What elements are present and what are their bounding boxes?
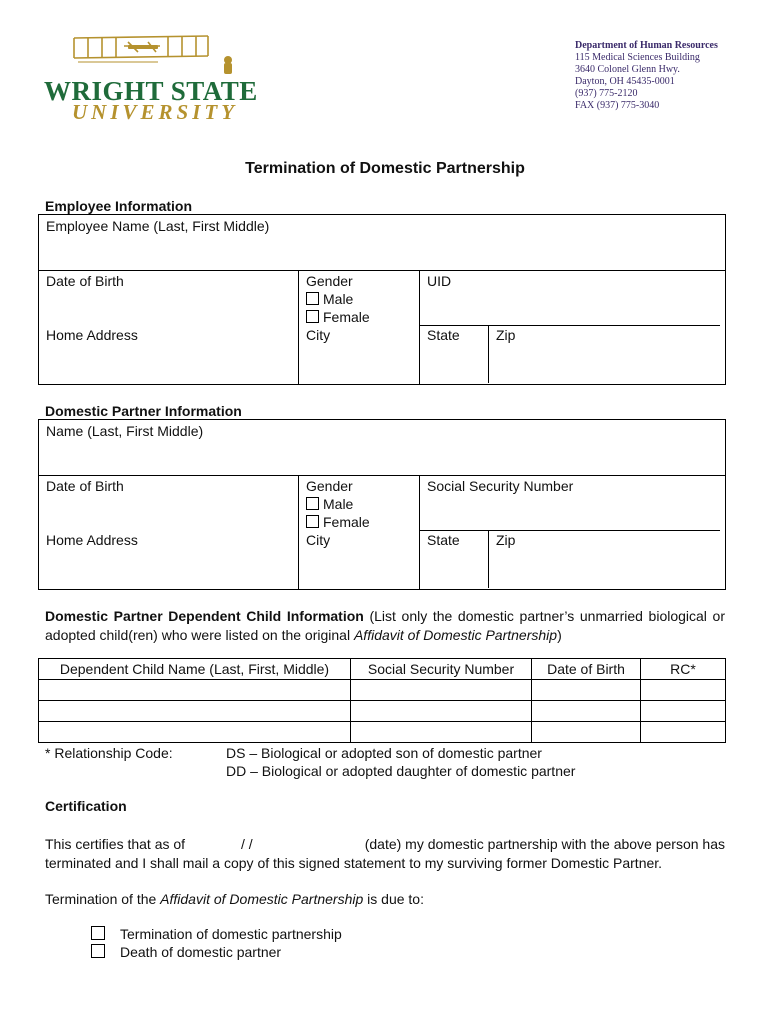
termination-reason-prompt [45,891,424,907]
termination-checkbox[interactable] [91,926,105,940]
partner-dob-label: Date of Birth [46,478,124,494]
logo-line-1: WRIGHT STATE [44,76,258,106]
male-checkbox[interactable] [306,497,319,510]
employee-uid-label: UID [427,273,452,289]
employee-gender-city-cell[interactable] [299,271,420,385]
child-rc-cell[interactable] [641,722,726,743]
hr-address-block [575,40,718,112]
logo-line-2: UNIVERSITY [72,100,239,124]
children-section-heading: Domestic Partner Dependent Child Information [45,608,364,624]
relationship-code-dd: DD – Biological or adopted daughter of domestic partner [226,763,576,779]
child-name-cell[interactable] [39,701,351,722]
employee-address-label: Home Address [46,327,138,343]
certification-text-mid: (date) my domestic partnership with the above person has [364,836,725,852]
death-checkbox[interactable] [91,944,105,958]
partner-state-label: State [427,532,460,548]
female-checkbox[interactable] [306,515,319,528]
female-checkbox[interactable] [306,310,319,323]
partner-name-field[interactable] [39,420,726,476]
employee-state-label: State [427,327,460,343]
certification-date-field[interactable]: / / [241,836,253,852]
partner-male-option[interactable] [306,496,353,512]
children-intro-end: ) [557,627,562,643]
partner-dob-address-cell[interactable] [39,476,299,590]
employee-info-table [38,214,726,385]
reason-text-b: is due to: [363,891,424,907]
fax-line: FAX (937) 775-3040 [575,100,660,111]
partner-female-option[interactable] [306,514,370,530]
address-line: 3640 Colonel Glenn Hwy. [575,64,680,75]
employee-dob-address-cell[interactable] [39,271,299,385]
employee-city-label: City [306,327,331,343]
partner-gender-city-cell[interactable] [299,476,420,590]
male-label: Male [323,496,354,512]
state-zip-divider [488,325,489,383]
employee-name-label: Employee Name (Last, First Middle) [46,218,270,234]
department-name: Department of Human Resources [575,40,718,51]
children-intro [45,607,725,645]
child-dob-cell[interactable] [532,680,641,701]
children-table [38,658,726,743]
employee-male-option[interactable] [306,291,353,307]
male-checkbox[interactable] [306,292,319,305]
table-row [39,680,726,701]
partner-address-label: Home Address [46,532,138,548]
state-zip-divider [488,530,489,588]
reason-option-death[interactable] [91,944,281,960]
university-logo [44,32,258,126]
column-header-dob: Date of Birth [532,659,641,680]
affidavit-title: Affidavit of Domestic Partnership [353,627,558,643]
male-label: Male [323,291,354,307]
partner-ssn-state-zip-cell[interactable] [420,476,726,590]
child-ssn-cell[interactable] [351,701,532,722]
child-dob-cell[interactable] [532,701,641,722]
partner-name-label: Name (Last, First Middle) [46,423,204,439]
children-intro-text: (List only the domestic partner’s unmarried biological or adopted child(ren) who were listed on the original [45,608,725,643]
partner-info-table [38,419,726,590]
partner-gender-label: Gender [306,478,353,494]
child-name-cell[interactable] [39,680,351,701]
employee-zip-label: Zip [496,327,516,343]
ssn-divider [420,530,720,531]
employee-gender-label: Gender [306,273,353,289]
wright-flyer-icon [68,32,238,76]
partner-city-label: City [306,532,331,548]
female-label: Female [323,514,370,530]
column-header-rc: RC* [641,659,726,680]
certification-heading: Certification [45,798,127,814]
address-line: Dayton, OH 45435-0001 [575,76,675,87]
reason-option-termination[interactable] [91,926,342,942]
employee-section-heading: Employee Information [45,198,193,214]
column-header-child-name: Dependent Child Name (Last, First, Middle) [39,659,351,680]
certification-text-end: terminated and I shall mail a copy of this signed statement to my surviving former Domestic Partner. [45,855,663,871]
document-title: Termination of Domestic Partnership [245,160,525,177]
relationship-code-ds: DS – Biological or adopted son of domestic partner [226,745,542,761]
certification-text-start: This certifies that as of [45,836,186,852]
reason-text-a: Termination of the [45,891,161,907]
partner-zip-label: Zip [496,532,516,548]
female-label: Female [323,309,370,325]
employee-uid-state-zip-cell[interactable] [420,271,726,385]
child-rc-cell[interactable] [641,680,726,701]
reason-affidavit-title: Affidavit of Domestic Partnership [160,891,364,907]
child-ssn-cell[interactable] [351,722,532,743]
child-dob-cell[interactable] [532,722,641,743]
partner-ssn-label: Social Security Number [427,478,574,494]
table-row [39,722,726,743]
employee-name-field[interactable] [39,215,726,271]
child-rc-cell[interactable] [641,701,726,722]
death-option-label: Death of domestic partner [120,944,282,960]
phone-line: (937) 775-2120 [575,88,638,99]
employee-female-option[interactable] [306,309,370,325]
address-line: 115 Medical Sciences Building [575,52,700,63]
child-ssn-cell[interactable] [351,680,532,701]
child-name-cell[interactable] [39,722,351,743]
table-row [39,701,726,722]
column-header-ssn: Social Security Number [351,659,532,680]
termination-option-label: Termination of domestic partnership [120,926,342,942]
uid-divider [420,325,720,326]
relationship-code-label: * Relationship Code: [45,745,173,761]
employee-dob-label: Date of Birth [46,273,124,289]
partner-section-heading: Domestic Partner Information [45,403,242,419]
